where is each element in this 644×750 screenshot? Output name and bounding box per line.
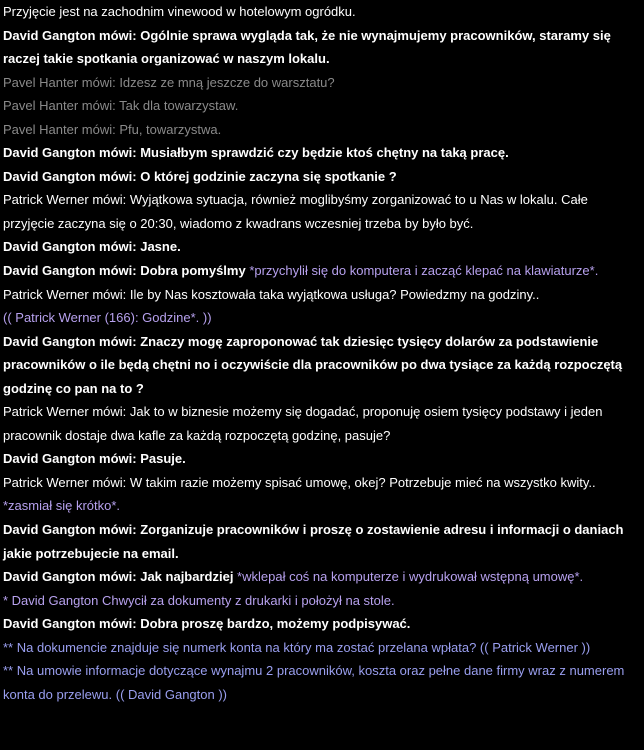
chat-line-text: David Gangton mówi: Znaczy mogę zaproponować tak dziesięc tysięcy dolarów za podstawienie pracowników o ile będą chętni no i oczywiście dla pracowników po dwa tysiące za każdą rozpoczętą godzinę co pan na to ? [3,333,623,396]
chat-line-text: David Gangton mówi: Ogólnie sprawa wygląda tak, że nie wynajmujemy pracowników, staramy się raczej takie spotkania organizować w naszym lokalu. [3,27,611,67]
chat-line-7 [3,165,639,189]
chat-line-22 [3,659,639,706]
chat-line-21 [3,636,639,660]
chat-line-2 [3,24,639,71]
chat-line-text: David Gangton mówi: Pasuje. [3,451,186,467]
chat-line-5 [3,118,639,142]
chat-line-17 [3,518,639,565]
chat-line-14 [3,400,639,447]
chat-line-9 [3,235,639,259]
chat-line-text: Patrick Werner mówi: Ile by Nas kosztowała taka wyjątkowa usługa? Powiedzmy na godziny.. [3,286,540,302]
chat-line-16 [3,471,639,518]
chat-line-text: David Gangton mówi: Dobra proszę bardzo, możemy podpisywać. [3,616,411,632]
chat-action: *przychylił się do komputera i zacząć klepać na klawiaturze*. [245,263,599,279]
chat-line-text: David Gangton mówi: Zorganizuje pracowników i proszę o zostawienie adresu i informacji o daniach jakie potrzebujecie na email. [3,522,624,561]
chat-line-text: Patrick Werner mówi: Wyjątkowa sytuacja, również moglibyśmy zorganizować to u Nas w lokalu. Całe przyjęcie zaczyna się o 20:30, wiadomo z kwadrans wczesniej trzeba by było być. [3,192,588,231]
chat-line-text: David Gangton mówi: Dobra pomyślmy [3,263,246,279]
chat-line-text: ** Na umowie informacje dotyczące wynajmu 2 pracowników, koszta oraz pełne dane firmy wraz z numerem konta do przelewu. (( David Gangton )) [3,663,625,702]
chat-log [3,0,639,706]
chat-line-10 [3,259,639,283]
chat-line-text: Pavel Hanter mówi: Tak dla towarzystaw. [3,98,239,114]
chat-line-text: Patrick Werner mówi: W takim razie możemy spisać umowę, okej? Potrzebuje mieć na wszystko kwity.. [3,474,596,490]
chat-action: *wklepał coś na komputerze i wydrukował wstępną umowę*. [233,569,584,585]
chat-line-6 [3,141,639,165]
chat-line-13 [3,330,639,401]
chat-line-19 [3,589,639,613]
chat-line-text: Patrick Werner mówi: Jak to w biznesie możemy się dogadać, proponuję osiem tysięcy podstawy i jeden pracownik dostaje dwa kafle za każdą rozpoczętą godzinę, pasuje? [3,404,603,443]
chat-line-8 [3,188,639,235]
chat-line-text: Pavel Hanter mówi: Pfu, towarzystwa. [3,121,222,137]
chat-line-18 [3,565,639,589]
chat-line-text: Przyjęcie jest na zachodnim vinewood w hotelowym ogródku. [3,4,356,19]
chat-line-12 [3,306,639,330]
chat-line-text: David Gangton mówi: Musiałbym sprawdzić czy będzie ktoś chętny na taką pracę. [3,145,509,161]
chat-line-text: David Gangton mówi: Jasne. [3,239,181,255]
chat-line-text: Pavel Hanter mówi: Idzesz ze mną jeszcze do warsztatu? [3,74,335,90]
chat-line-text: David Gangton mówi: O której godzinie zaczyna się spotkanie ? [3,168,397,184]
chat-line-text: * David Gangton Chwycił za dokumenty z drukarki i położył na stole. [3,592,395,608]
chat-action: *zasmiał się krótko*. [3,498,121,514]
chat-line-text: David Gangton mówi: Jak najbardziej [3,569,234,585]
chat-line-text: (( Patrick Werner (166): Godzine*. )) [3,310,212,326]
chat-line-text: ** Na dokumencie znajduje się numerk konta na który ma zostać przelana wpłata? (( Patrick Werner )) [3,639,591,655]
chat-line-20 [3,612,639,636]
chat-line-3 [3,71,639,95]
chat-line-1 [3,0,639,24]
chat-line-4 [3,94,639,118]
chat-line-15 [3,447,639,471]
chat-line-11 [3,283,639,307]
